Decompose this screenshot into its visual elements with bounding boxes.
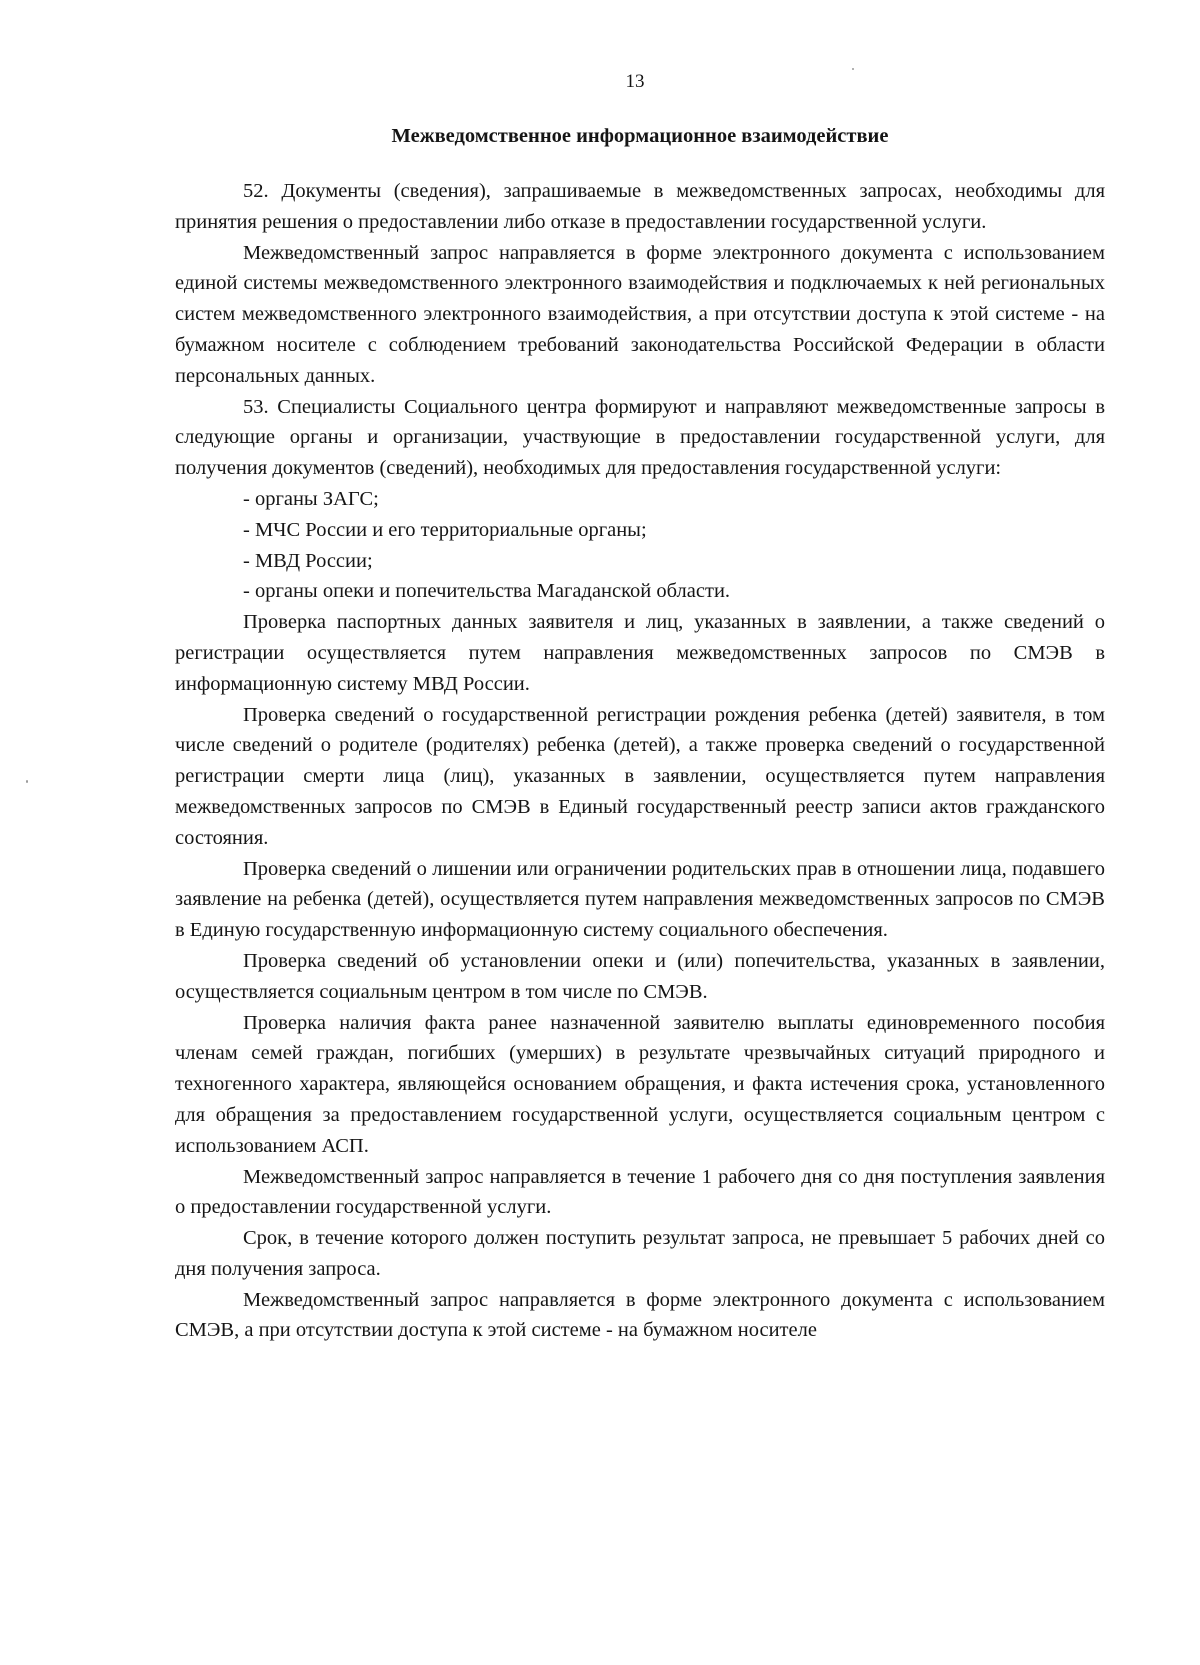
list-item: - МЧС России и его территориальные органы; [243,518,647,541]
paragraph: Срок, в течение которого должен поступить результат запроса, не превышает 5 рабочих дней со дня получения запроса. [175,1227,1105,1280]
document-body [175,176,1105,1346]
page-number: 13 [625,71,645,92]
paragraph: Межведомственный запрос направляется в течение 1 рабочего дня со дня поступления заявления о предоставлении государственной услуги. [175,1165,1105,1219]
paragraph: Межведомственный запрос направляется в форме электронного документа с использованием СМЭВ, а при отсутствии доступа к этой системе - на бумажном носителе [175,1288,1105,1342]
list-item: - МВД России; [243,549,373,572]
paragraph-52: 52. Документы (сведения), запрашиваемые в межведомственных запросах, необходимы для принятия решения о предоставлении либо отказе в предоставлении государственной услуги. [175,180,1105,233]
list-item: - органы опеки и попечительства Магаданской области. [243,580,731,603]
paragraph-53: 53. Специалисты Социального центра формируют и направляют межведомственные запросы в следующие органы и организации, участвующие в предоставлении государственной услуги, для получения документов (сведений), необходимых для предоставления государственной услуги: [175,395,1105,480]
paragraph: Проверка сведений о государственной регистрации рождения ребенка (детей) заявителя, в том числе сведений о родителе (родителях) ребенка (детей), а также проверка сведений о государственной регистрации смерти лица (лиц), указанных в заявлении, осуществляется путем направления межведомственных запросов по СМЭВ в Единый государственный реестр записи актов гражданского состояния. [175,703,1105,849]
list-item: - органы ЗАГС; [243,487,379,510]
paragraph: Проверка наличия факта ранее назначенной заявителю выплаты единовременного пособия членам семей граждан, погибших (умерших) в результате чрезвычайных ситуаций природного и техногенного характера, являющейся основанием обращения, и факта истечения срока, установленного для обращения за предоставлением государственной услуги, осуществляется социальным центром с использованием АСП. [175,1011,1105,1157]
paragraph: Межведомственный запрос направляется в форме электронного документа с использованием единой системы межведомственного электронного взаимодействия и подключаемых к ней региональных систем межведомственного электронного взаимодействия, а при отсутствии доступа к этой системе - на бумажном носителе с соблюдением требований законодательства Российской Федерации в области персональных данных. [175,241,1105,387]
paragraph: Проверка сведений об установлении опеки и (или) попечительства, указанных в заявлении, осуществляется социальным центром в том числе по СМЭВ. [175,949,1105,1003]
scan-speck [852,68,854,70]
paragraph: Проверка сведений о лишении или ограничении родительских прав в отношении лица, подавшего заявление на ребенка (детей), осуществляется путем направления межведомственных запросов по СМЭВ в Единую государственную информационную систему социального обеспечения. [175,857,1105,942]
section-heading: Межведомственное информационное взаимодействие [391,125,889,147]
paragraph: Проверка паспортных данных заявителя и лиц, указанных в заявлении, а также сведений о регистрации осуществляется путем направления межведомственных запросов по СМЭВ в информационную систему МВД России. [175,611,1105,695]
scan-speck [26,780,28,783]
